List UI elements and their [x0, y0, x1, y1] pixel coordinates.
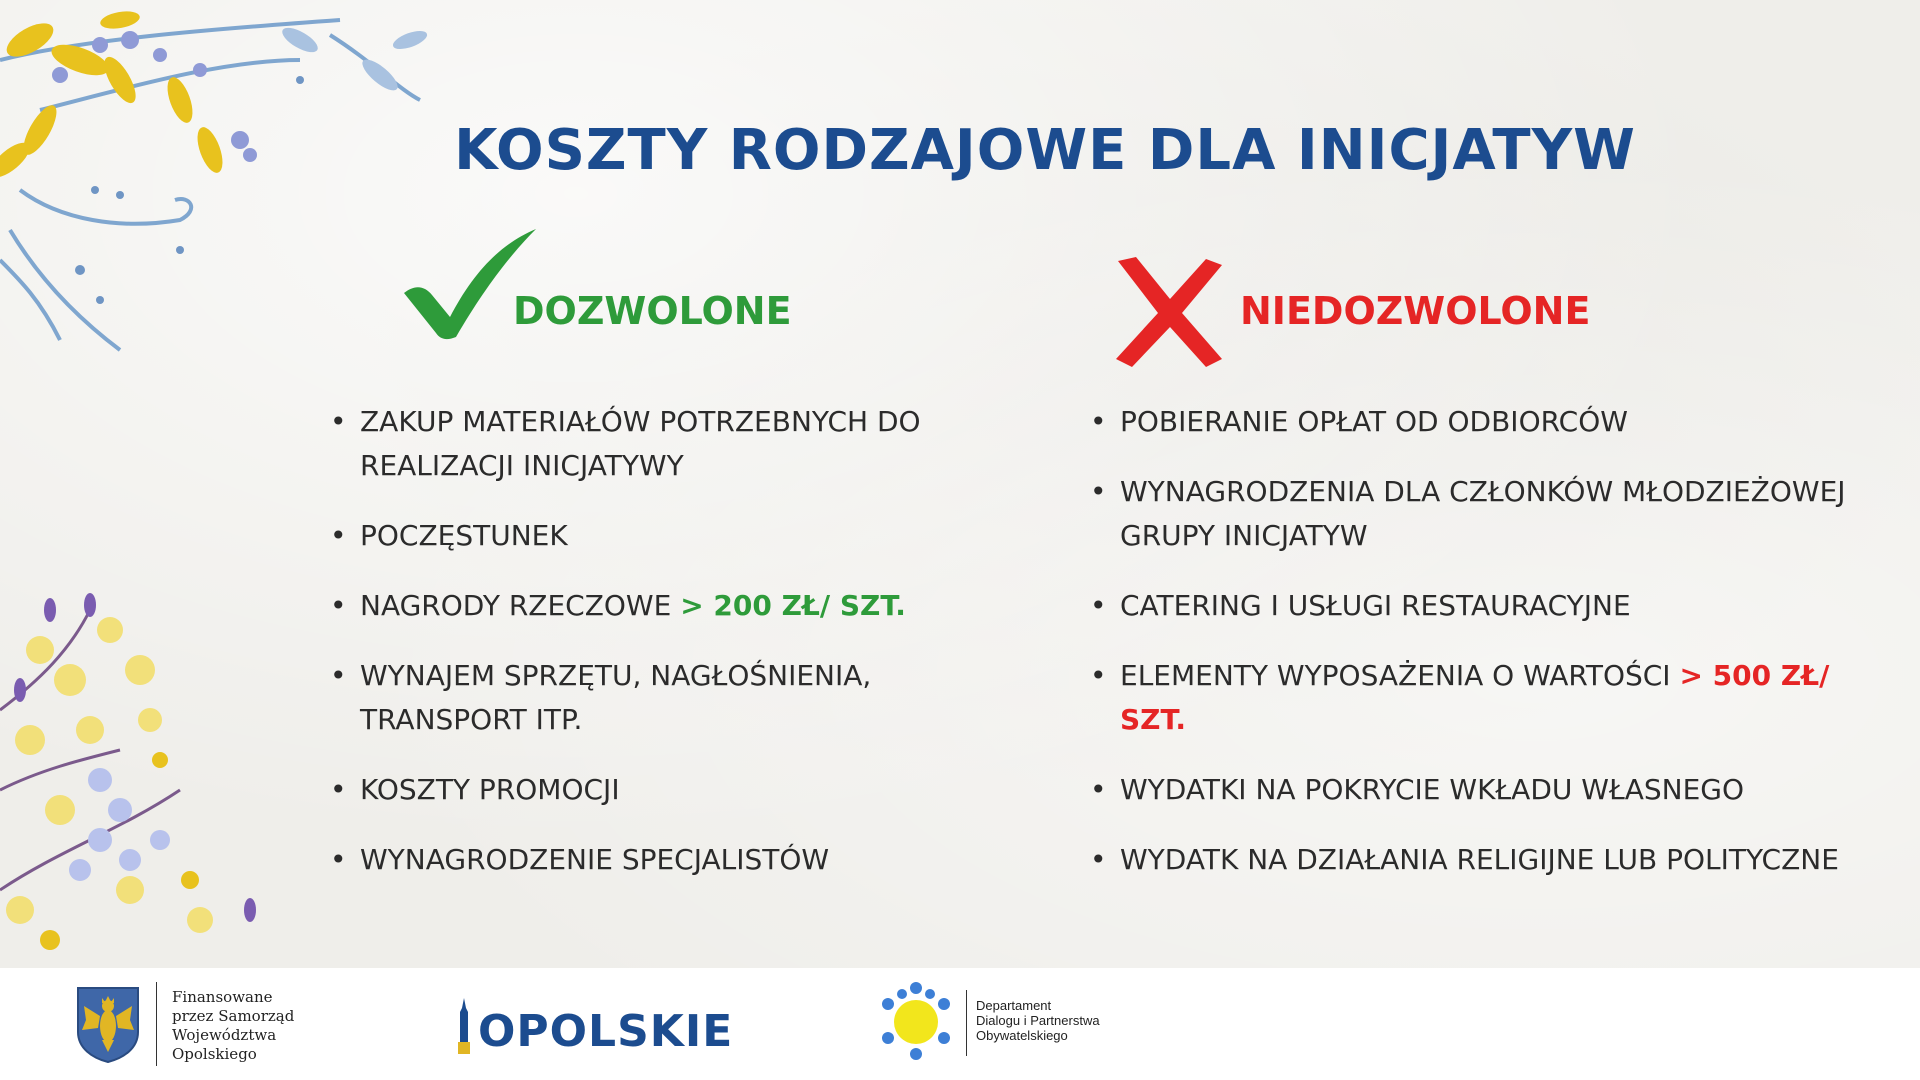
tower-icon — [456, 998, 472, 1054]
forbidden-column — [1090, 215, 1890, 876]
opolskie-logo — [456, 998, 734, 1057]
list-item: • ZAKUP MATERIAŁÓW POTRZEBNYCH DO REALIZACJI INICJATYWY — [330, 400, 1030, 488]
list-item: • WYNAGRODZENIE SPECJALISTÓW — [330, 838, 1030, 882]
department-logo-icon — [876, 980, 956, 1060]
list-item: • KOSZTY PROMOCJI — [330, 768, 1030, 812]
department-text: Departament Dialogu i Partnerstwa Obywatelskiego — [976, 998, 1100, 1043]
list-item: • CATERING I USŁUGI RESTAURACYJNE — [1090, 584, 1890, 628]
bullet-icon: • — [330, 405, 347, 438]
list-item: • NAGRODY RZECZOWE > 200 ZŁ/ SZT. — [330, 584, 1030, 628]
bullet-icon: • — [1090, 773, 1107, 806]
divider — [156, 982, 157, 1066]
funding-text: Finansowane przez Samorząd Województwa Opolskiego — [172, 988, 295, 1063]
allowed-list — [330, 400, 1030, 908]
opolskie-crest-icon — [76, 986, 140, 1064]
bullet-icon: • — [330, 773, 347, 806]
list-item: • POCZĘSTUNEK — [330, 514, 1030, 558]
list-item: • ELEMENTY WYPOSAŻENIA O WARTOŚCI > 500 ZŁ/ SZT. — [1090, 654, 1890, 742]
bullet-icon: • — [330, 659, 347, 692]
allowed-column — [330, 215, 1030, 876]
forbidden-header — [1090, 215, 1890, 365]
forbidden-heading: NIEDOZWOLONE — [1240, 289, 1591, 333]
forbidden-list — [1090, 400, 1890, 908]
divider — [966, 990, 967, 1056]
bullet-icon: • — [1090, 405, 1107, 438]
opolskie-wordmark: OPOLSKIE — [478, 1006, 734, 1057]
bullet-icon: • — [330, 519, 347, 552]
bullet-icon: • — [1090, 589, 1107, 622]
bullet-icon: • — [1090, 475, 1107, 508]
bullet-icon: • — [1090, 843, 1107, 876]
list-item: • WYDATK NA DZIAŁANIA RELIGIJNE LUB POLITYCZNE — [1090, 838, 1890, 882]
list-item: • WYNAJEM SPRZĘTU, NAGŁOŚNIENIA, TRANSPORT ITP. — [330, 654, 1030, 742]
price-limit-highlight: > 500 ZŁ/ SZT. — [1120, 659, 1830, 736]
bullet-icon: • — [330, 843, 347, 876]
allowed-heading: DOZWOLONE — [513, 289, 792, 333]
footer — [0, 968, 1920, 1080]
allowed-header — [330, 215, 1030, 365]
floral-decoration-bottom-icon — [0, 590, 300, 970]
bullet-icon: • — [330, 589, 347, 622]
list-item: • POBIERANIE OPŁAT OD ODBIORCÓW — [1090, 400, 1890, 444]
page-title: KOSZTY RODZAJOWE DLA INICJATYW — [454, 118, 1636, 183]
bullet-icon: • — [1090, 659, 1107, 692]
list-item: • WYDATKI NA POKRYCIE WKŁADU WŁASNEGO — [1090, 768, 1890, 812]
price-limit-highlight: > 200 ZŁ/ SZT. — [680, 589, 906, 622]
cross-icon — [1110, 255, 1230, 370]
list-item: • WYNAGRODZENIA DLA CZŁONKÓW MŁODZIEŻOWEJ GRUPY INICJATYW — [1090, 470, 1890, 558]
